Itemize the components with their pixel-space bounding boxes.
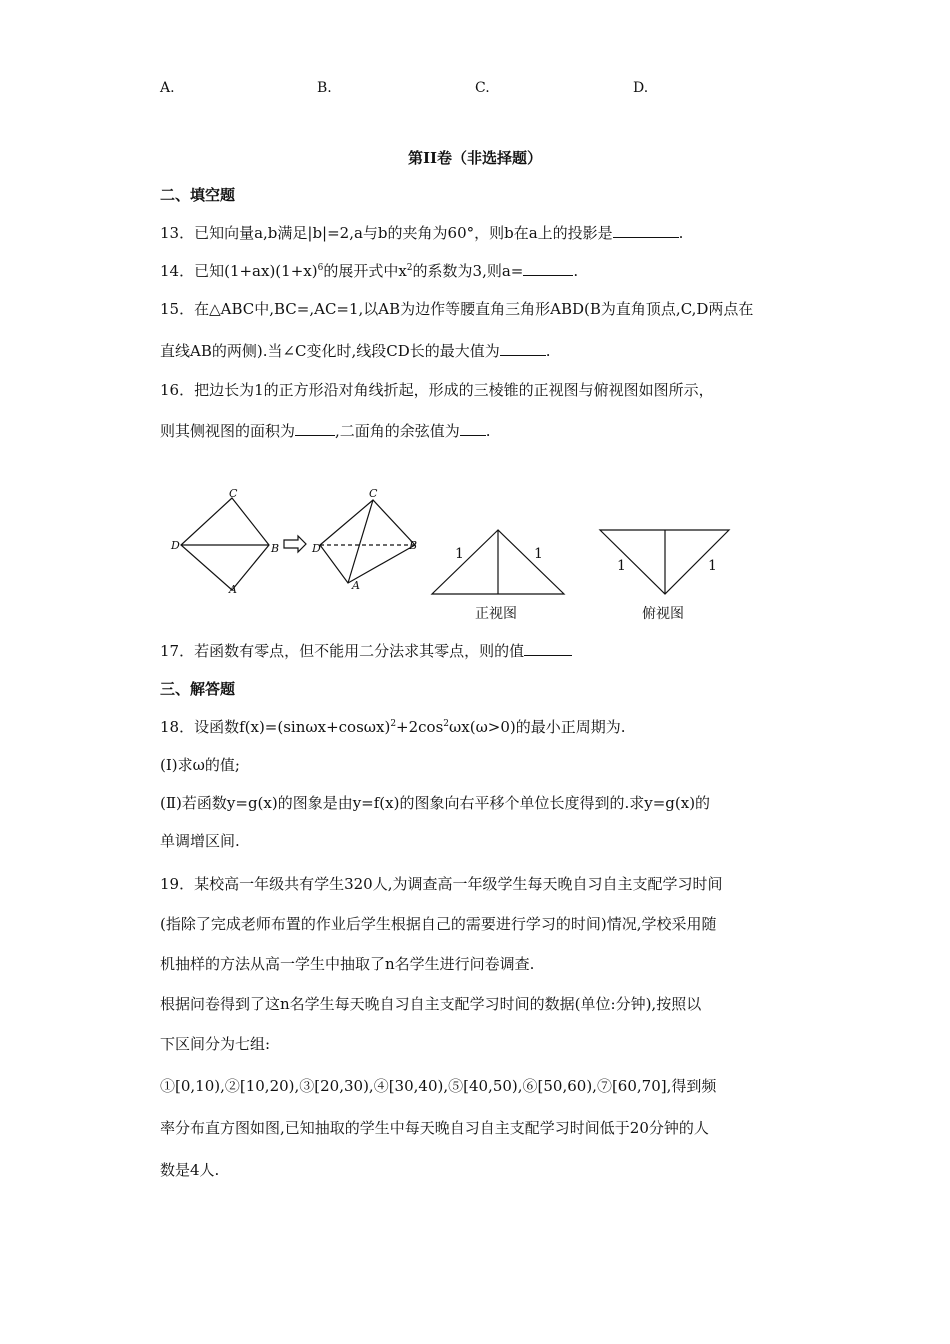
q14-exp-2: 2 bbox=[406, 263, 413, 273]
q13-suffix: . bbox=[678, 224, 684, 242]
q14-text-b: 的展开式中x bbox=[323, 262, 407, 280]
question-16-line2 bbox=[160, 420, 491, 441]
label-b: B bbox=[271, 542, 280, 555]
question-13 bbox=[160, 222, 683, 243]
q16-suffix: . bbox=[485, 422, 491, 440]
question-19-line6: ①[0,10),②[10,20),③[20,30),④[30,40),⑤[40,50),⑥[50,60),⑦[60,70],得到频 bbox=[160, 1077, 717, 1095]
question-19-line4: 根据问卷得到了这n名学生每天晚自习自主支配学习时间的数据(单位:分钟),按照以 bbox=[160, 995, 702, 1013]
q14-text-c: 的系数为3,则a= bbox=[412, 262, 524, 280]
answer-blank bbox=[295, 421, 335, 436]
q16-text-b: ,二面角的余弦值为 bbox=[335, 422, 460, 440]
question-19-line8: 数是4人. bbox=[160, 1161, 220, 1179]
pyramid-figure bbox=[0, 480, 950, 630]
q15-text: 直线AB的两侧).当∠C变化时,线段CD长的最大值为 bbox=[160, 342, 500, 360]
option-a: A. bbox=[160, 80, 175, 96]
label-a: A bbox=[352, 579, 360, 592]
question-19-line7: 率分布直方图如图,已知抽取的学生中每天晚自习自主支配学习时间低于20分钟的人 bbox=[160, 1119, 709, 1137]
question-18-part1: (Ⅰ)求ω的值; bbox=[160, 756, 240, 774]
top-side-label: 1 bbox=[708, 558, 717, 574]
question-18-part2-line1: (Ⅱ)若函数y=g(x)的图象是由y=f(x)的图象向右平移个单位长度得到的.求y=g(x)的 bbox=[160, 794, 711, 812]
label-c: C bbox=[369, 487, 378, 500]
top-view-caption: 俯视图 bbox=[642, 606, 684, 622]
answer-blank bbox=[613, 223, 679, 238]
q13-text: 13．已知向量a,b满足|b|=2,a与b的夹角为60°，则b在a上的投影是 bbox=[160, 224, 613, 242]
answer-blank bbox=[523, 261, 573, 276]
question-14 bbox=[160, 260, 578, 281]
q18-text-b: +2cos bbox=[396, 718, 444, 736]
q16-text-a: 则其侧视图的面积为 bbox=[160, 422, 296, 440]
option-c: C. bbox=[475, 80, 490, 96]
q17-text: 17．若函数有零点，但不能用二分法求其零点，则的值 bbox=[160, 642, 525, 660]
question-16-line1: 16．把边长为1的正方形沿对角线折起，形成的三棱锥的正视图与俯视图如图所示， bbox=[160, 381, 714, 399]
q18-exp-2: 2 bbox=[443, 719, 450, 729]
q18-exp-1: 2 bbox=[390, 719, 397, 729]
front-side-label: 1 bbox=[455, 546, 464, 562]
section-answer: 三、解答题 bbox=[160, 680, 236, 698]
question-19-line5: 下区间分为七组: bbox=[160, 1035, 271, 1053]
question-17 bbox=[160, 640, 572, 661]
option-b: B. bbox=[317, 80, 332, 96]
answer-blank bbox=[524, 641, 572, 656]
option-d: D. bbox=[633, 80, 649, 96]
label-d: D bbox=[171, 539, 180, 552]
label-c: C bbox=[229, 487, 238, 500]
label-a: A bbox=[229, 583, 237, 596]
front-side-label: 1 bbox=[534, 546, 543, 562]
question-19-line3: 机抽样的方法从高一学生中抽取了n名学生进行问卷调查. bbox=[160, 955, 535, 973]
top-side-label: 1 bbox=[617, 558, 626, 574]
label-d: D bbox=[312, 542, 321, 555]
section-fill-in: 二、填空题 bbox=[160, 186, 236, 204]
front-view-caption: 正视图 bbox=[475, 606, 517, 622]
answer-blank bbox=[500, 341, 546, 356]
q18-text-a: 18．设函数f(x)=(sinωx+cosωx) bbox=[160, 718, 391, 736]
question-19-line1: 19．某校高一年级共有学生320人,为调查高一年级学生每天晚自习自主支配学习时间 bbox=[160, 875, 723, 893]
question-19-line2: (指除了完成老师布置的作业后学生根据自己的需要进行学习的时间)情况,学校采用随 bbox=[160, 915, 717, 933]
q18-text-c: ωx(ω>0)的最小正周期为. bbox=[449, 718, 626, 736]
part-title: 第II卷（非选择题） bbox=[407, 149, 543, 167]
question-18 bbox=[160, 716, 626, 737]
question-18-part2-line2: 单调增区间. bbox=[160, 832, 240, 850]
question-15-line2 bbox=[160, 340, 551, 361]
label-b: B bbox=[409, 539, 418, 552]
q15-suffix: . bbox=[545, 342, 551, 360]
answer-blank bbox=[460, 421, 486, 436]
question-15-line1: 15．在△ABC中,BC=,AC=1,以AB为边作等腰直角三角形ABD(B为直角顶点,C,D两点在 bbox=[160, 300, 754, 318]
q14-suffix: . bbox=[573, 262, 579, 280]
q14-exp-1: 6 bbox=[317, 263, 324, 273]
q14-text-a: 14．已知(1+ax)(1+x) bbox=[160, 262, 318, 280]
